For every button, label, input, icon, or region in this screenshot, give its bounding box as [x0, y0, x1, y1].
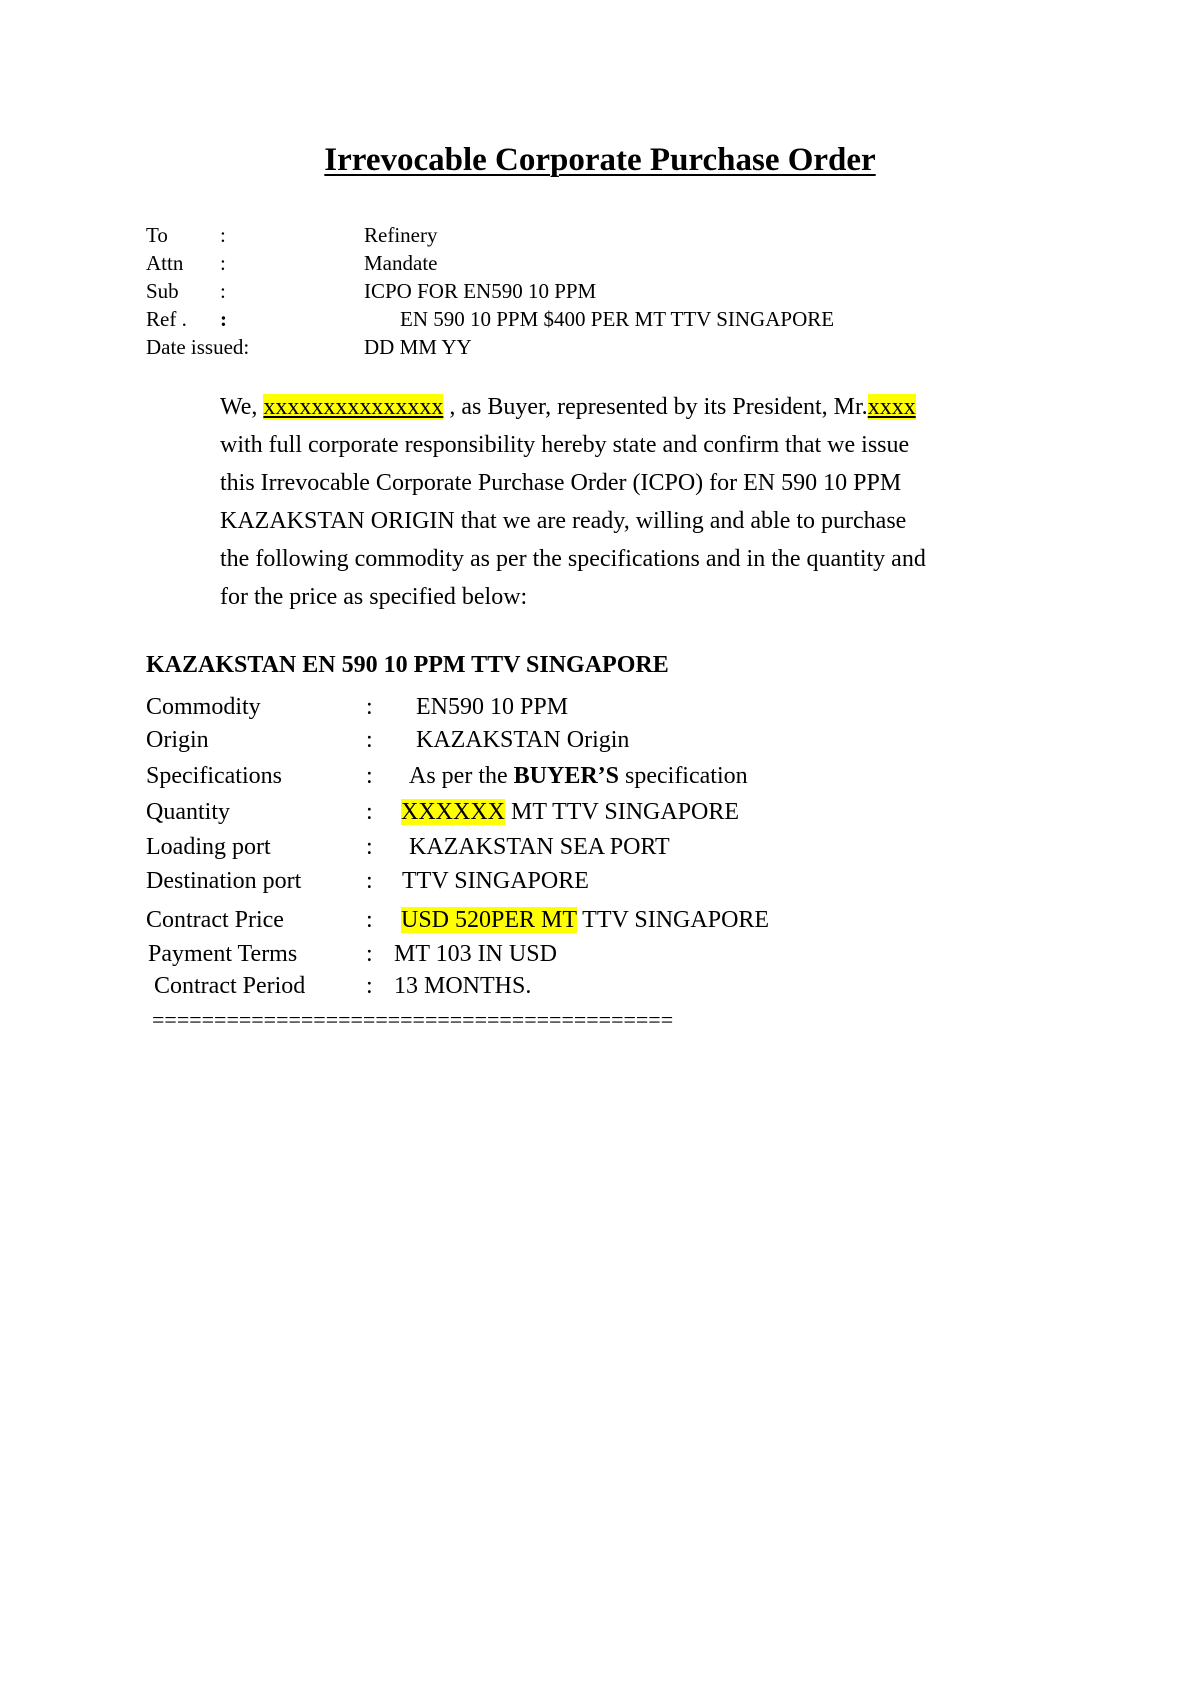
spec-colon: : — [366, 799, 373, 825]
header-value: Refinery — [364, 223, 438, 247]
spec-value-rest: TTV SINGAPORE — [576, 907, 770, 933]
spec-value: EN590 10 PPM — [416, 694, 569, 720]
spec-colon: : — [366, 763, 373, 789]
header-value: Mandate — [364, 251, 438, 275]
spec-value — [409, 759, 748, 793]
intro-line-6: for the price as specified below: — [220, 584, 528, 610]
spec-value-suffix: specification — [619, 763, 748, 789]
quantity-placeholder: XXXXXX — [401, 799, 505, 825]
header-label: Attn — [146, 251, 184, 275]
spec-value — [401, 795, 739, 829]
header-value: EN 590 10 PPM $400 PER MT TTV SINGAPORE — [400, 307, 835, 331]
intro-line-2: with full corporate responsibility hereby state and confirm that we issue — [220, 432, 910, 458]
document-title: Irrevocable Corporate Purchase Order — [324, 142, 876, 178]
header-value: DD MM YY — [364, 335, 472, 359]
spec-value — [401, 903, 769, 937]
header-label: Ref . — [146, 307, 187, 331]
header-label: Sub — [146, 279, 179, 303]
spec-value-prefix: As per the — [409, 763, 514, 789]
spec-value: 13 MONTHS. — [394, 973, 532, 999]
spec-colon: : — [366, 727, 373, 753]
specs-heading: KAZAKSTAN EN 590 10 PPM TTV SINGAPORE — [146, 652, 669, 678]
president-name-placeholder: xxxx — [867, 394, 916, 420]
intro-we: We, — [220, 394, 258, 420]
intro-as-buyer: , as Buyer, represented by its President, Mr. — [443, 394, 868, 420]
spec-label: Destination port — [146, 868, 302, 894]
buyer-name-placeholder: xxxxxxxxxxxxxxx — [263, 394, 444, 420]
spec-value-rest: MT TTV SINGAPORE — [505, 799, 740, 825]
spec-colon: : — [366, 694, 373, 720]
contract-price-highlight: USD 520PER MT — [401, 907, 577, 933]
spec-label: Origin — [146, 727, 209, 753]
spec-colon: : — [366, 941, 373, 967]
header-label: To — [146, 223, 168, 247]
spec-label: Specifications — [146, 763, 282, 789]
spec-value: TTV SINGAPORE — [402, 868, 589, 894]
spec-colon: : — [366, 907, 373, 933]
spec-label: Loading port — [146, 834, 271, 860]
header-colon: : — [220, 279, 226, 303]
header-value: ICPO FOR EN590 10 PPM — [364, 279, 597, 303]
header-colon: : — [220, 251, 226, 275]
spec-value: KAZAKSTAN Origin — [416, 727, 630, 753]
spec-label: Contract Price — [146, 907, 284, 933]
spec-colon: : — [366, 868, 373, 894]
spec-label: Payment Terms — [148, 941, 298, 967]
header-colon: : — [220, 223, 226, 247]
spec-colon: : — [366, 973, 373, 999]
header-colon: : — [220, 307, 227, 331]
spec-value-bold: BUYER’S — [513, 763, 619, 789]
spec-label: Commodity — [146, 694, 261, 720]
intro-line-5: the following commodity as per the specifications and in the quantity and — [220, 546, 926, 572]
separator-rule: ========================================== — [152, 1007, 674, 1032]
intro-paragraph — [220, 388, 1080, 616]
intro-line-4: KAZAKSTAN ORIGIN that we are ready, willing and able to purchase — [220, 508, 907, 534]
spec-label: Quantity — [146, 799, 230, 825]
spec-label: Contract Period — [154, 973, 306, 999]
intro-line-1 — [220, 388, 1080, 426]
spec-colon: : — [366, 834, 373, 860]
spec-value: MT 103 IN USD — [394, 941, 557, 967]
header-label: Date issued: — [146, 335, 250, 359]
intro-line-3: this Irrevocable Corporate Purchase Order (ICPO) for EN 590 10 PPM — [220, 470, 902, 496]
spec-value: KAZAKSTAN SEA PORT — [409, 834, 670, 860]
